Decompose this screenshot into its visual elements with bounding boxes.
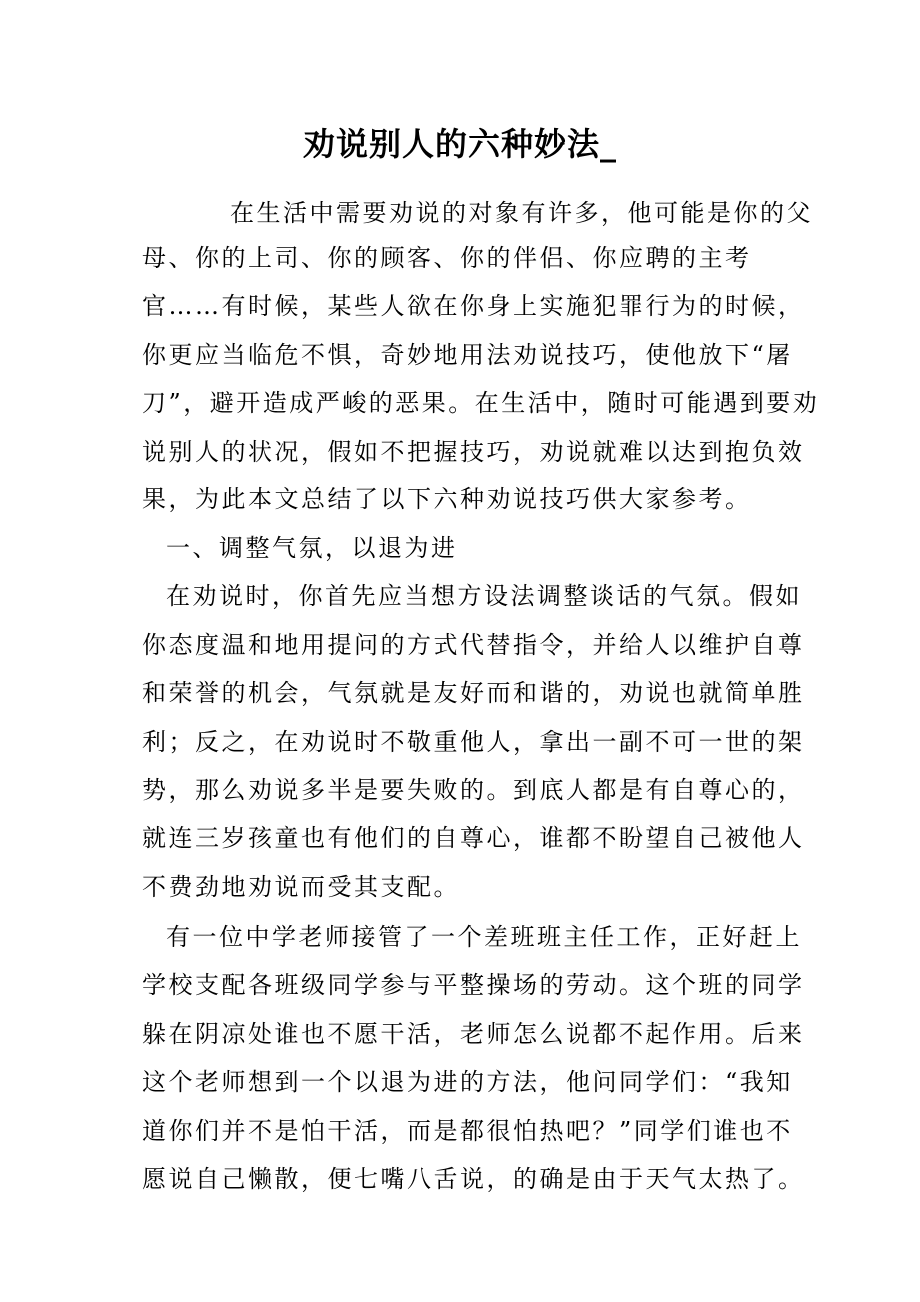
text-line: 不费劲地劝说而受其支配。	[142, 873, 460, 901]
text-line: 躲在阴凉处谁也不愿干活，老师怎么说都不起作用。后来	[142, 1020, 805, 1048]
text-line: 学校支配各班级同学参与平整操场的劳动。这个班的同学	[142, 971, 805, 999]
text-line: 有一位中学老师接管了一个差班班主任工作，正好赶上	[166, 923, 802, 951]
text-line: 利；反之，在劝说时不敬重他人，拿出一副不可一世的架	[142, 728, 805, 756]
text-line: 道你们并不是怕干活，而是都很怕热吧？”同学们谁也不	[142, 1117, 793, 1145]
text-line: 就连三岁孩童也有他们的自尊心，谁都不盼望自己被他人	[142, 824, 805, 852]
document-title: 劝说别人的六种妙法_	[302, 125, 617, 163]
text-line: 果，为此本文总结了以下六种劝说技巧供大家参考。	[142, 485, 752, 513]
text-line: 说别人的状况，假如不把握技巧，劝说就难以达到抱负效	[142, 438, 805, 466]
text-line: 你更应当临危不惧，奇妙地用法劝说技巧，使他放下“屠	[142, 341, 793, 369]
section-heading: 一、调整气氛，以退为进	[166, 534, 458, 562]
text-line: 和荣誉的机会，气氛就是友好而和谐的，劝说也就简单胜	[142, 679, 805, 707]
text-line: 刀”，避开造成严峻的恶果。在生活中，随时可能遇到要劝	[142, 389, 820, 417]
text-line: 官……有时候，某些人欲在你身上实施犯罪行为的时候，	[142, 292, 805, 320]
text-line: 在生活中需要劝说的对象有许多，他可能是你的父	[230, 199, 813, 227]
text-line: 这个老师想到一个以退为进的方法，他问同学们：“我知	[142, 1068, 793, 1096]
text-line: 在劝说时，你首先应当想方设法调整谈话的气氛。假如	[166, 582, 802, 610]
text-line: 愿说自己懒散，便七嘴八舌说，的确是由于天气太热了。	[142, 1165, 805, 1193]
text-line: 势，那么劝说多半是要失败的。到底人都是有自尊心的，	[142, 776, 805, 804]
text-line: 你态度温和地用提问的方式代替指令，并给人以维护自尊	[142, 631, 805, 659]
text-line: 母、你的上司、你的顾客、你的伴侣、你应聘的主考	[142, 244, 752, 272]
